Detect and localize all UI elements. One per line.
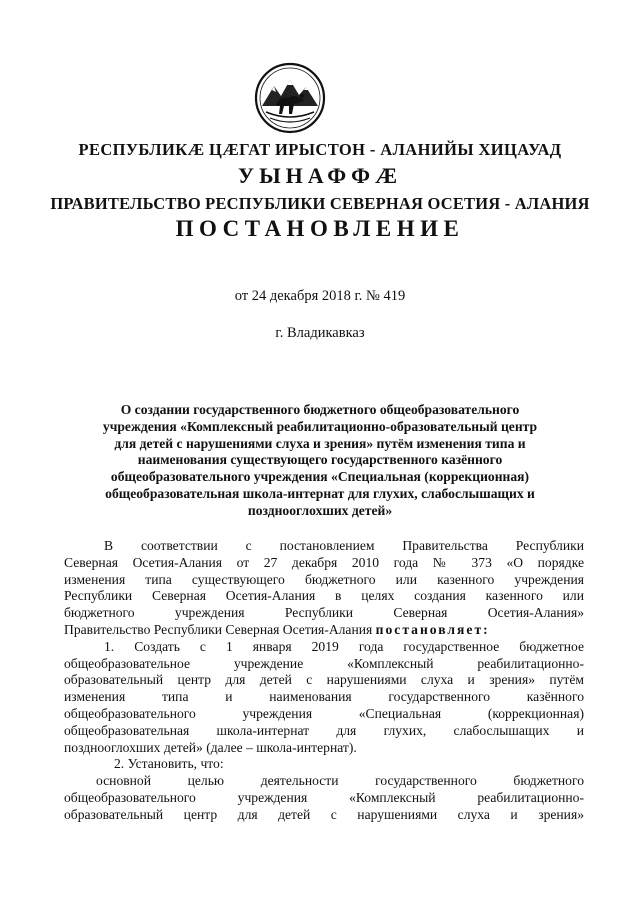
title-line: учреждения «Комплексный реабилитационно-образовательный центр (102, 418, 538, 434)
body-line: позднооглохших детей» (далее – школа-интернат). (64, 739, 357, 755)
government-name: ПРАВИТЕЛЬСТВО РЕСПУБЛИКИ СЕВЕРНАЯ ОСЕТИЯ - АЛАНИЯ (50, 194, 590, 213)
decree-date-number: от 24 декабря 2018 г. № 419 (234, 288, 406, 304)
clause-1-paragraph (64, 639, 584, 757)
body-line: основной целью деятельности государственного бюджетного (96, 773, 584, 789)
body-line: В соответствии с постановлением Правительства Республики (104, 538, 584, 553)
body-line: бюджетного учреждения Республики Северная Осетия-Алания» (64, 605, 584, 621)
body-line: Республики Северная Осетия-Алания в целях создания казенного или (64, 588, 584, 604)
resolves-keyword: постановляет: (375, 621, 490, 637)
title-line: позднооглохших детей» (247, 502, 393, 518)
decree-subject-title (60, 402, 580, 520)
preamble-paragraph (64, 538, 584, 639)
body-line: общеобразовательного учреждения «Комплексный реабилитационно- (64, 789, 584, 805)
body-line: Северная Осетия-Алания от 27 декабря 2010 года № 373 «О порядке (64, 554, 584, 570)
republic-name-ossetian: РЕСПУБЛИКӔ ЦӔГАТ ИРЫСТОН - АЛАНИЙЫ ХИЦАУАД (78, 140, 562, 159)
coat-of-arms-emblem (254, 62, 326, 134)
body-line: образовательный центр для детей с нарушениями слуха и зрения» (64, 806, 584, 822)
body-line: общеобразовательного учреждения «Специальная (коррекционная) (64, 705, 584, 721)
clause-2-paragraph (64, 756, 584, 773)
title-line: общеобразовательная школа-интернат для глухих, слабослышащих и (105, 485, 535, 501)
body-line: 2. Установить, что: (114, 756, 224, 772)
body-line: изменения типа существующего бюджетного или казенного учреждения (64, 571, 584, 587)
title-line: общеобразовательного учреждения «Специальная (коррекционная) (110, 469, 530, 485)
body-line: общеобразовательное учреждение «Комплексный реабилитационно- (64, 655, 584, 671)
title-line: О создании государственного бюджетного общеобразовательного (120, 402, 520, 417)
body-line-text: Правительство Республики Северная Осетия-Алания (64, 621, 376, 637)
decree-title-ossetian: УЫНАФФӔ (237, 163, 403, 188)
body-line: 1. Создать с 1 января 2019 года государственное бюджетное (104, 638, 584, 654)
body-line: образовательный центр для детей с нарушениями слуха и зрения» путём (64, 672, 584, 688)
decree-body (64, 538, 584, 824)
body-line: изменения типа и наименования государственного казённого (64, 689, 584, 705)
decree-title: ПОСТАНОВЛЕНИЕ (175, 216, 465, 241)
decree-city: г. Владикавказ (275, 325, 365, 341)
body-line: общеобразовательная школа-интернат для глухих, слабослышащих и (64, 722, 584, 738)
body-line (64, 622, 584, 639)
clause-2-text-paragraph (64, 773, 584, 823)
title-line: для детей с нарушениями слуха и зрения» путём изменения типа и (114, 435, 526, 451)
title-line: наименования существующего государственного казённого (137, 452, 503, 468)
